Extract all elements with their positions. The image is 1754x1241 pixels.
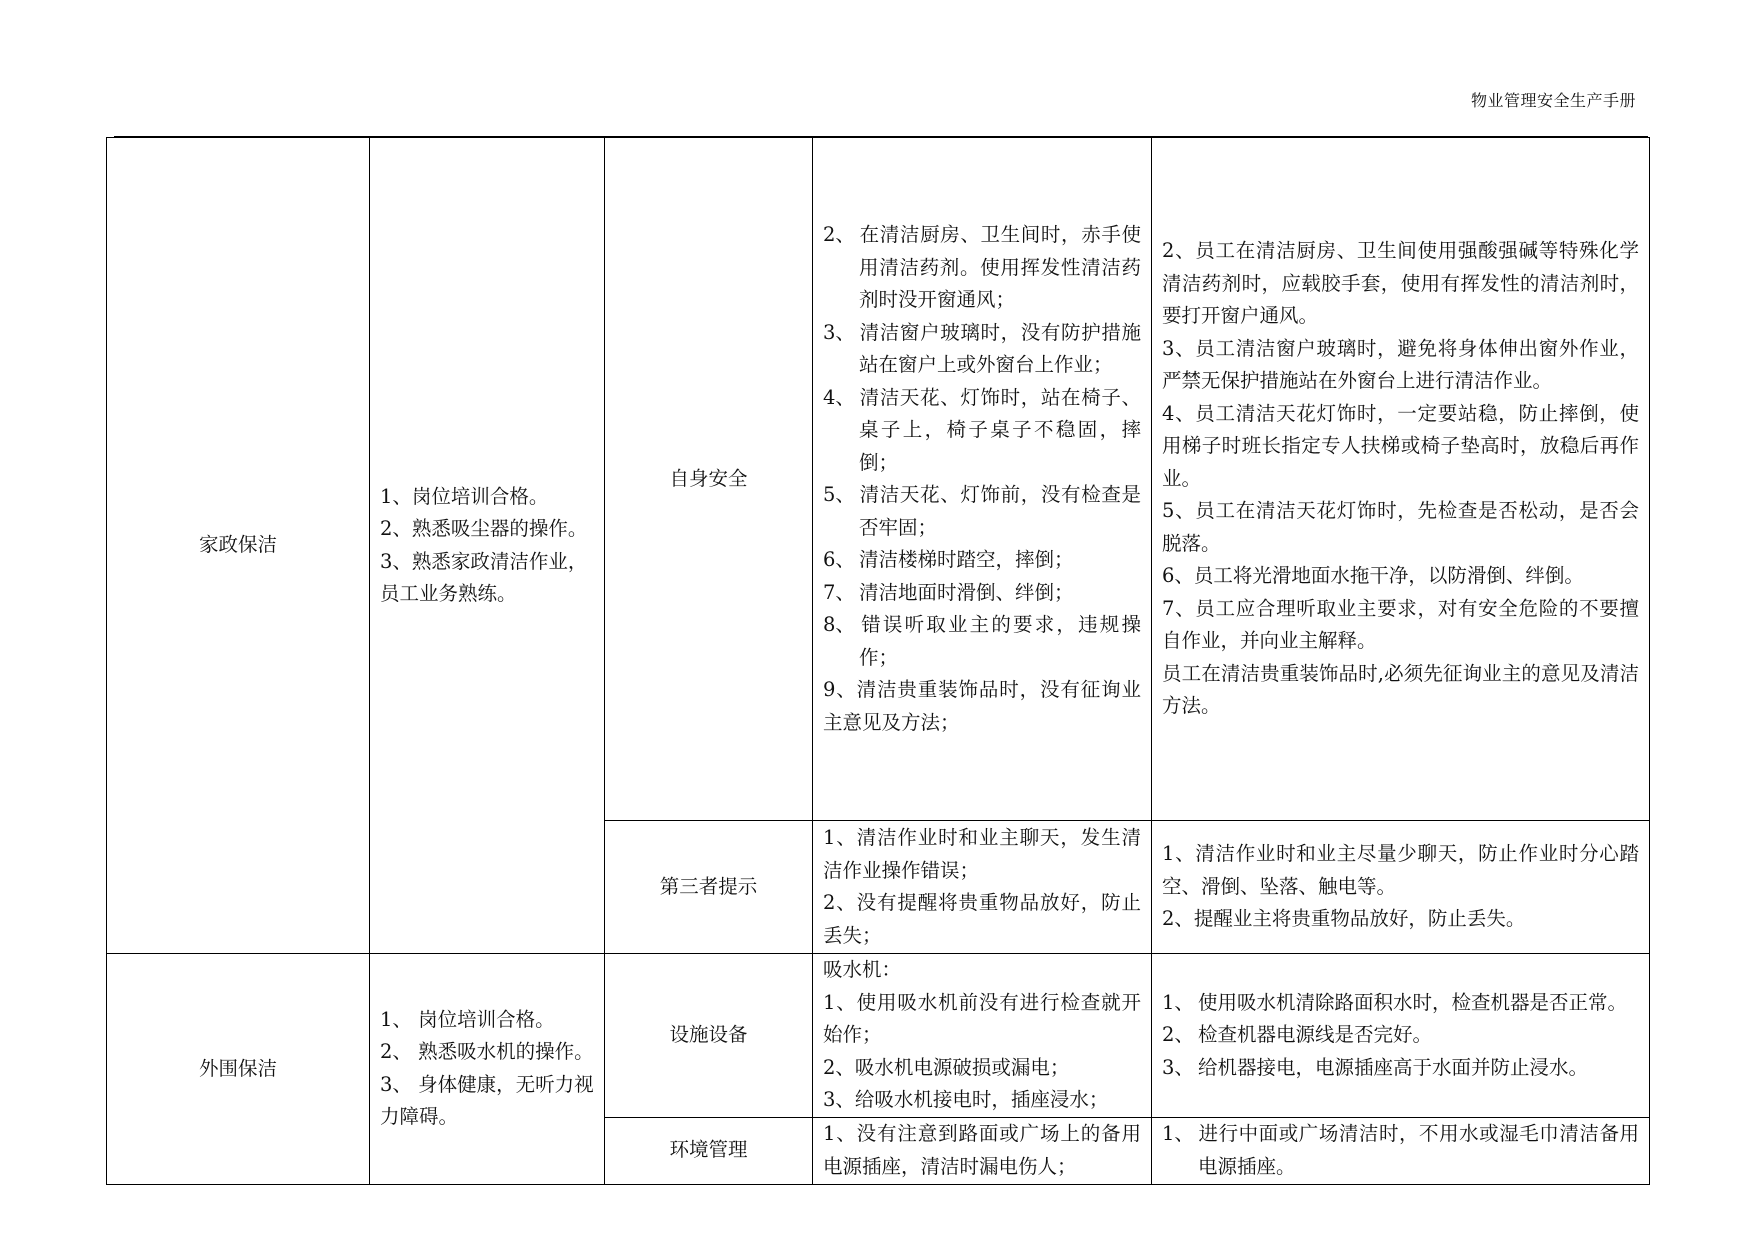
measures-cell <box>1152 954 1650 1118</box>
hazard-item: 6、 清洁楼梯时踏空，摔倒； <box>823 548 1074 571</box>
requirements-cell <box>370 138 605 954</box>
measure-item: 5、员工在清洁天花灯饰时，先检查是否松动，是否会脱落。 <box>1162 499 1639 555</box>
table-row <box>107 138 1650 821</box>
measure-item: 1、清洁作业时和业主尽量少聊天，防止作业时分心踏空、滑倒、坠落、触电等。 <box>1162 842 1639 898</box>
measure-item: 员工在清洁贵重装饰品时,必须先征询业主的意见及清洁方法。 <box>1162 661 1639 718</box>
aspect-cell: 第三者提示 <box>605 821 813 954</box>
aspect-cell: 设施设备 <box>605 954 813 1118</box>
measure-item: 2、提醒业主将贵重物品放好，防止丢失。 <box>1162 907 1526 931</box>
hazard-item: 3、给吸水机接电时，插座浸水； <box>823 1088 1109 1111</box>
requirement-item: 2、 熟悉吸水机的操作。 <box>380 1040 594 1064</box>
hazard-item: 5、 清洁天花、灯饰前，没有检查是否牢固； <box>823 483 1141 539</box>
safety-table <box>106 137 1650 1185</box>
measure-item: 2、员工在清洁厨房、卫生间使用强酸强碱等特殊化学清洁药剂时，应载胶手套，使用有挥发性的清洁剂时，要打开窗户通风。 <box>1162 239 1639 328</box>
measure-item: 3、员工清洁窗户玻璃时，避免将身体伸出窗外作业，严禁无保护措施站在外窗台上进行清洁作业。 <box>1162 336 1639 393</box>
table-row <box>107 954 1650 1118</box>
hazard-item: 3、 清洁窗户玻璃时，没有防护措施站在窗户上或外窗台上作业； <box>823 320 1141 376</box>
hazards-cell <box>813 138 1152 821</box>
hazards-cell <box>813 954 1152 1118</box>
hazard-item: 2、 在清洁厨房、卫生间时，赤手使用清洁药剂。使用挥发性清洁药剂时没开窗通风； <box>823 223 1141 311</box>
measures-cell <box>1152 821 1650 954</box>
hazard-item: 1、清洁作业时和业主聊天，发生清洁作业操作错误； <box>823 826 1141 882</box>
measures-cell <box>1152 1117 1650 1184</box>
requirements-cell <box>370 954 605 1185</box>
measure-item: 6、员工将光滑地面水拖干净，以防滑倒、绊倒。 <box>1162 564 1584 588</box>
measure-item: 1、 使用吸水机清除路面积水时，检查机器是否正常。 <box>1162 990 1628 1014</box>
aspect-cell: 自身安全 <box>605 138 813 821</box>
hazard-item: 2、没有提醒将贵重物品放好，防止丢失； <box>823 891 1141 947</box>
hazard-item: 9、清洁贵重装饰品时，没有征询业主意见及方法； <box>823 678 1141 734</box>
measure-item: 4、员工清洁天花灯饰时，一定要站稳，防止摔倒，使用梯子时班长指定专人扶梯或椅子垫高时，放稳后再作业。 <box>1162 401 1639 490</box>
hazard-item: 4、 清洁天花、灯饰时，站在椅子、桌子上，椅子桌子不稳固，摔倒； <box>823 385 1141 474</box>
measures-cell <box>1152 138 1650 821</box>
measure-item: 1、 进行中面或广场清洁时，不用水或湿毛巾清洁备用电源插座。 <box>1162 1122 1639 1178</box>
hazards-cell <box>813 1117 1152 1184</box>
requirement-item: 2、熟悉吸尘器的操作。 <box>380 517 588 540</box>
aspect-cell: 环境管理 <box>605 1117 813 1184</box>
page-header-title: 物业管理安全生产手册 <box>1470 91 1636 110</box>
category-cell: 家政保洁 <box>107 138 370 954</box>
hazard-item: 吸水机： <box>823 958 902 981</box>
hazard-item: 7、 清洁地面时滑倒、绊倒； <box>823 580 1074 604</box>
requirement-item: 3、熟悉家政清洁作业，员工业务熟练。 <box>380 549 588 605</box>
measure-item: 3、 给机器接电，电源插座高于水面并防止浸水。 <box>1162 1055 1589 1079</box>
category-cell: 外围保洁 <box>107 954 370 1185</box>
requirement-item: 1、 岗位培训合格。 <box>380 1007 555 1031</box>
hazard-item: 8、 错误听取业主的要求，违规操作； <box>823 613 1141 669</box>
hazard-item: 2、吸水机电源破损或漏电； <box>823 1055 1070 1079</box>
requirement-item: 3、 身体健康，无听力视力障碍。 <box>380 1072 594 1129</box>
hazard-item: 1、使用吸水机前没有进行检查就开始作； <box>823 990 1141 1046</box>
hazard-item: 1、没有注意到路面或广场上的备用电源插座，清洁时漏电伤人； <box>823 1122 1141 1178</box>
requirement-item: 1、岗位培训合格。 <box>380 484 549 508</box>
measure-item: 2、 检查机器电源线是否完好。 <box>1162 1023 1433 1046</box>
measure-item: 7、员工应合理听取业主要求，对有安全危险的不要擅自作业，并向业主解释。 <box>1162 596 1639 653</box>
hazards-cell <box>813 821 1152 954</box>
